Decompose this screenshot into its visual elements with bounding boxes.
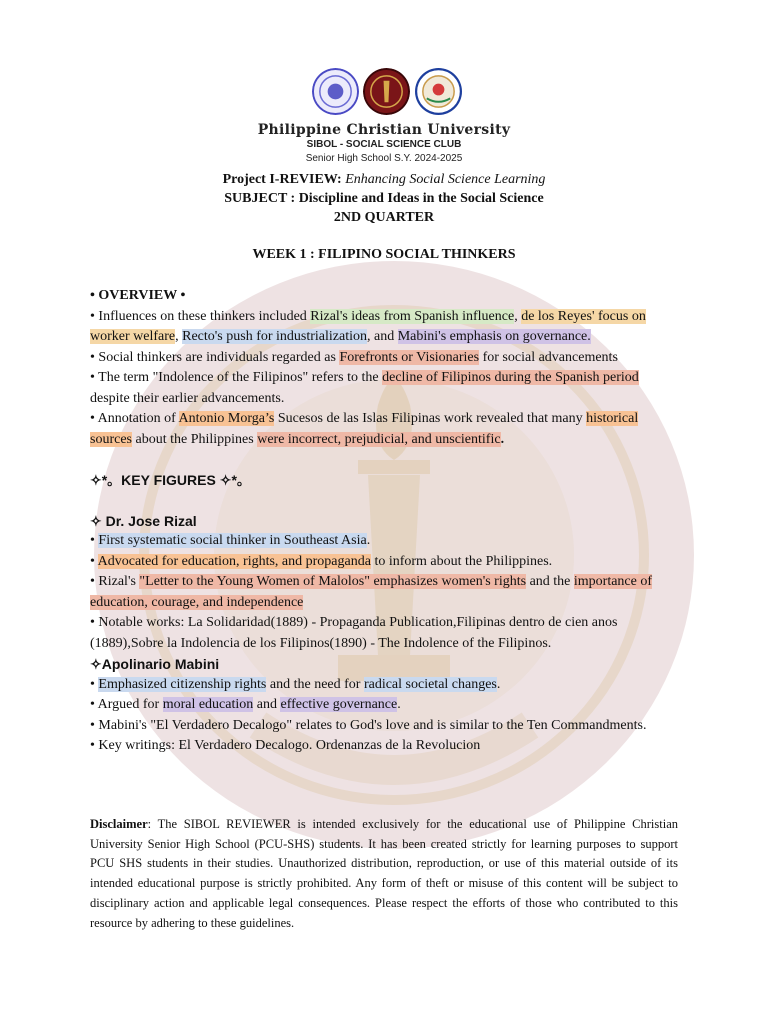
highlight: de los Reyes' focus on worker welfare	[90, 308, 646, 344]
week-title: WEEK 1 : FILIPINO SOCIAL THINKERS	[252, 247, 516, 262]
rizal-bullet	[90, 552, 680, 573]
text-run: • Influences on these thinkers included	[90, 308, 311, 324]
rizal-bullet	[90, 531, 680, 552]
text-run: , and	[367, 329, 398, 344]
rizal-bullet	[90, 572, 680, 613]
highlight: Rizal's ideas from Spanish influence	[310, 308, 515, 324]
highlight: "Letter to the Young Women of Malolos" emphasizes women's rights	[139, 574, 527, 589]
disclaimer-label: Disclaimer	[90, 817, 148, 831]
text-run: •	[90, 533, 99, 548]
highlight: Recto's push for industrialization	[182, 329, 368, 344]
highlight: Advocated for education, rights, and propaganda	[97, 553, 371, 569]
text-run: .	[397, 697, 401, 712]
mabini-bullet: • Key writings: El Verdadero Decalogo. Ordenanzas de la Revolucion	[90, 738, 481, 753]
highlight: radical societal changes	[363, 676, 497, 692]
highlight: were incorrect, prejudicial, and unscientific	[257, 431, 501, 447]
highlight: Mabini's emphasis on governance.	[397, 329, 591, 344]
text-run: and the	[526, 574, 574, 589]
text-run: •	[90, 553, 98, 569]
mabini-heading: ✧Apolinario Mabini	[90, 656, 220, 672]
mabini-bullet	[90, 675, 680, 696]
highlight: First systematic social thinker in Southeast Asia	[98, 533, 367, 548]
disclaimer	[90, 815, 678, 933]
pcu-crest-logo	[363, 68, 410, 115]
highlight: moral education	[162, 697, 254, 712]
text-run: .	[496, 676, 501, 692]
text-run: Sucesos de las Islas Filipinas work revealed that many	[274, 411, 587, 426]
spacer	[90, 491, 680, 511]
text-run: • Social thinkers are individuals regarded as	[90, 349, 340, 365]
text-run: for social advancements	[479, 349, 618, 365]
review-content	[90, 286, 680, 757]
rizal-bullet: • Notable works: La Solidaridad(1889) - Propaganda Publication,Filipinas dentro de cien anos (1889),Sobre la Indolencia de los Filipinos(1890) - The Indolence of the Filipinos.	[90, 615, 618, 651]
text-run: • Annotation of	[90, 411, 179, 426]
overview-bullet	[90, 348, 680, 369]
rizal-heading: ✧ Dr. Jose Rizal	[90, 512, 197, 529]
text-run: ,	[514, 308, 522, 324]
project-tagline: Enhancing Social Science Learning	[345, 172, 546, 187]
text-run: and the need for	[266, 676, 364, 692]
highlight: Antonio Morga’s	[178, 411, 275, 426]
text-run: • Rizal's	[90, 574, 140, 589]
project-label: Project I-REVIEW:	[222, 172, 342, 187]
university-name: Philippine Christian University	[257, 122, 511, 138]
highlight: historical sources	[90, 411, 639, 447]
highlight: importance of education, courage, and independence	[90, 574, 653, 610]
overview-bullet	[90, 368, 680, 409]
text-run: • The term "Indolence of the Filipinos" refers to the	[90, 370, 383, 385]
spacer	[90, 450, 680, 470]
highlight: decline of Filipinos during the Spanish period	[382, 370, 639, 385]
text-run: • Argued for	[90, 697, 163, 712]
school-year: Senior High School S.Y. 2024-2025	[305, 153, 463, 164]
mabini-bullet: • Mabini's "El Verdadero Decalogo" relates to God's love and is similar to the Ten Commandments.	[90, 717, 647, 733]
key-figures-heading: ✧*。KEY FIGURES ✧*。	[90, 472, 251, 488]
overview-heading: • OVERVIEW •	[90, 288, 186, 303]
text-run: ,	[175, 329, 183, 344]
header-logos	[312, 68, 462, 118]
text-run: .	[500, 431, 505, 447]
sibol-logo	[415, 68, 462, 115]
quarter-line: 2ND QUARTER	[333, 210, 435, 225]
text-run: •	[90, 676, 99, 692]
disclaimer-text: : The SIBOL REVIEWER is intended exclusively for the educational use of Philippine Christian University Senior High School (PCU-SHS) students. It has been created strictly for learning purposes to support PCU SHS students in their studies. Unauthorized distribution, reproduction, or use of this material outside of its intended educational purpose is strictly prohibited. Any form of theft or misuse of this content will be subject to disciplinary action and applicable legal consequences. Please respect the efforts of those who contributed to this resource by adhering to these guidelines.	[90, 817, 678, 930]
highlight: Forefronts or Visionaries	[339, 349, 480, 365]
mabini-bullet	[90, 695, 680, 716]
highlight: Emphasized citizenship rights	[98, 676, 267, 692]
overview-bullet	[90, 307, 680, 348]
text-run: .	[366, 533, 371, 548]
highlight: effective governance	[280, 697, 398, 712]
text-run: to inform about the Philippines.	[370, 553, 553, 569]
project-line	[0, 172, 768, 188]
subject-line: SUBJECT : Discipline and Ideas in the Social Science	[224, 191, 544, 206]
club-name: SIBOL - SOCIAL SCIENCE CLUB	[306, 139, 462, 150]
seal-logo	[312, 68, 359, 115]
text-run: despite their earlier advancements.	[90, 390, 285, 406]
overview-bullet	[90, 409, 680, 450]
text-run: and	[253, 697, 281, 712]
text-run: about the Philippines	[132, 431, 258, 447]
